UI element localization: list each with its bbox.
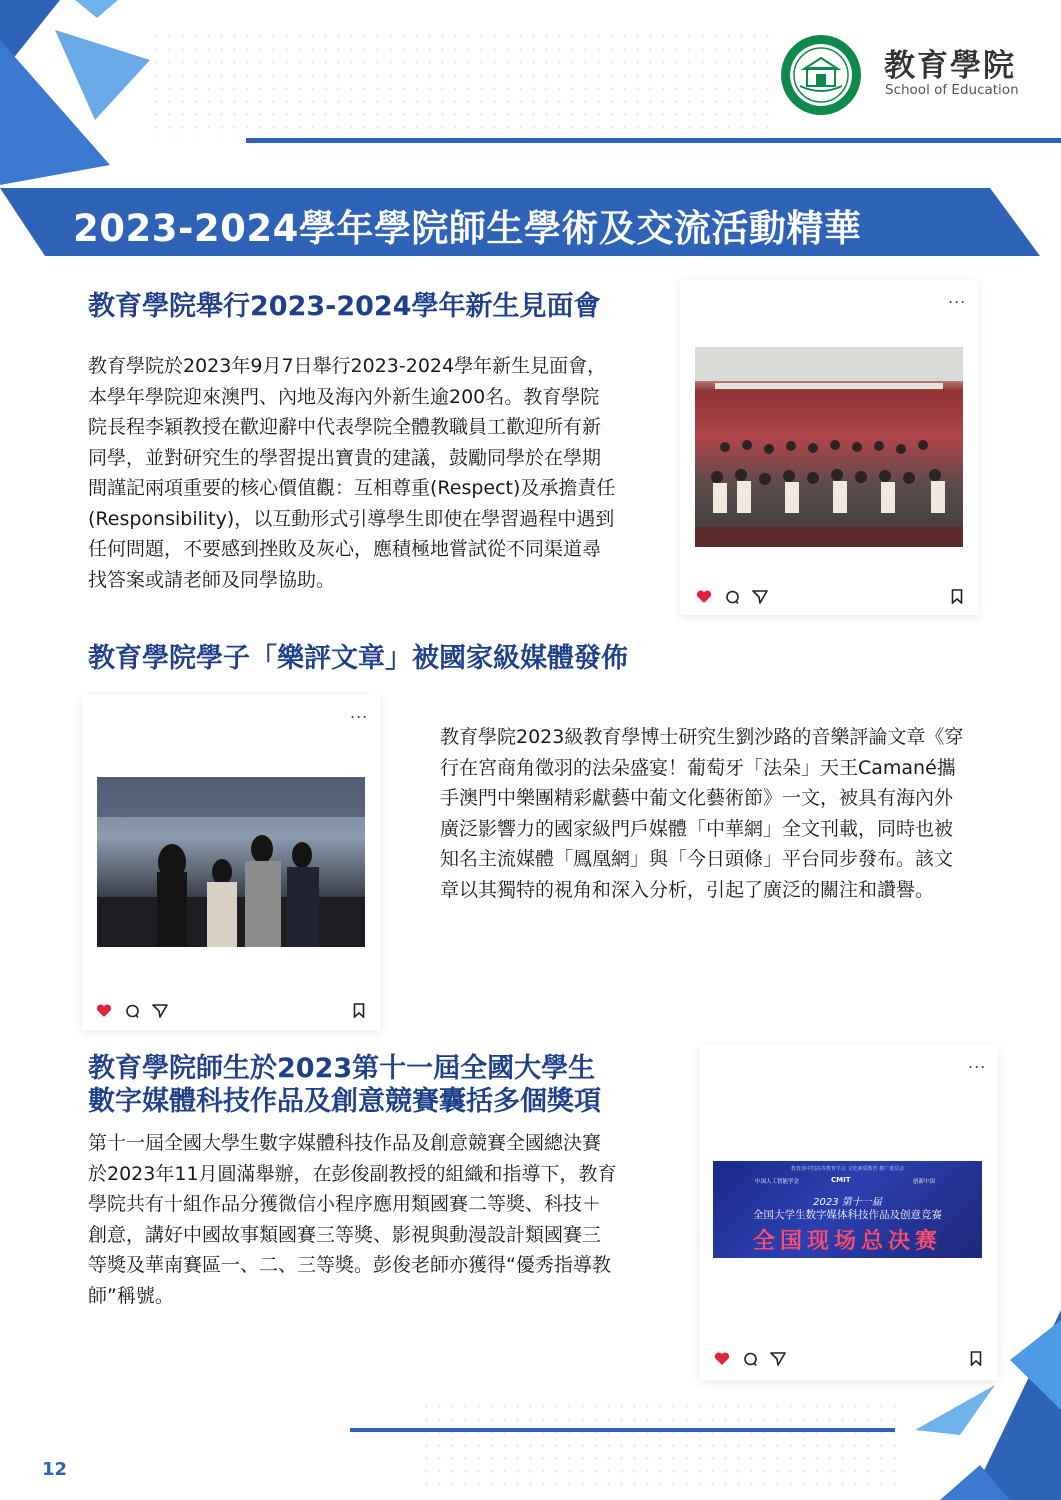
bookmark-icon[interactable] [951, 589, 963, 604]
dot-pattern-top [150, 30, 770, 140]
school-name-en: School of Education [885, 82, 1019, 98]
poster-title-line3: 全国现场总决赛 [752, 1229, 942, 1254]
bookmark-icon[interactable] [353, 1003, 365, 1018]
post-card-3 [700, 1045, 998, 1380]
poster-title-line2: 全国大学生数字媒体科技作品及创意竞赛 [753, 1209, 942, 1221]
poster-title-line1: 2023 第十一届 [813, 1197, 882, 1208]
comment-icon[interactable] [743, 1352, 758, 1367]
dot-pattern-bottom [420, 1400, 900, 1495]
share-icon[interactable] [770, 1351, 786, 1367]
poster-org-1: 中国人工智能学会 [755, 1179, 800, 1185]
section-3-body: 第十一屆全國大學生數字媒體科技作品及創意競賽全國總決賽於2023年11月圓滿舉辦，在彭俊副教授的組織和指導下，教育學院共有十組作品分獲微信小程序應用類國賽二等獎、科技＋創意，講好中國故事類國賽三等獎、影視與動漫設計類國賽三等獎及華南賽區一、二、三等獎。彭俊老師亦獲得“優秀指導教師”稱號。 [88, 1132, 617, 1307]
more-icon[interactable]: ... [350, 703, 369, 722]
section-2-body: 教育學院2023級教育學博士研究生劉沙路的音樂評論文章《穿行在宮商角徵羽的法朵盛宴！葡萄牙「法朵」天王Camané攜手澳門中樂團精彩獻藝中葡文化藝術節》一文，被具有海內外廣泛影響力的國家級門戶媒體「中華網」全文刊載，同時也被知名主流媒體「鳳凰網」與「今日頭條」平台同步發布。該文章以其獨特的視角和深入分析，引起了廣泛的關注和讚譽。 [440, 726, 964, 901]
poster-org-2: CMIT [831, 1176, 851, 1184]
corner-decoration-top-left [0, 0, 160, 200]
heart-icon[interactable] [696, 590, 712, 604]
comment-icon[interactable] [125, 1004, 140, 1019]
header-rule [246, 138, 1061, 143]
section-1-body: 教育學院於2023年9月7日舉行2023-2024學年新生見面會，本學年學院迎來澳門、內地及海內外新生逾200名。教育學院院長程李穎教授在歡迎辭中代表學院全體教職員工歡迎所有新同學，並對研究生的學習提出寶貴的建議，鼓勵同學於在學期間謹記兩項重要的核心價值觀：互相尊重(Respect)及承擔責任(Responsibility)，以互動形式引導學生即使在學習過程中遇到任何問題，不要感到挫敗及灰心，應積極地嘗試從不同渠道尋找答案或請老師及同學協助。 [88, 355, 616, 591]
competition-poster [713, 1161, 982, 1258]
section-3-heading-line2: 數字媒體科技作品及創意競賽囊括多個獎項 [88, 1086, 601, 1117]
freshmen-group-photo [695, 347, 963, 547]
poster-org-3: 创新中国 [913, 1179, 936, 1185]
post-card-2 [82, 695, 380, 1030]
comment-icon[interactable] [725, 590, 740, 605]
share-icon[interactable] [752, 589, 768, 605]
heart-icon[interactable] [714, 1352, 730, 1366]
footer-rule [350, 1428, 895, 1432]
more-icon[interactable]: ... [968, 1053, 987, 1072]
more-icon[interactable]: ... [948, 288, 967, 307]
section-2-heading: 教育學院學子「樂評文章」被國家級媒體發佈 [88, 643, 628, 674]
university-logo [780, 34, 862, 116]
section-1-heading: 教育學院舉行2023-2024學年新生見面會 [88, 291, 601, 322]
school-name-zh: 教育學院 [884, 48, 1016, 84]
poster-top-line: 教育部中国高等教育学会 文化素质教育 推广委员会 [790, 1166, 905, 1172]
bookmark-icon[interactable] [970, 1351, 982, 1366]
post-card-1 [680, 280, 978, 615]
heart-icon[interactable] [96, 1004, 112, 1018]
page-number: 12 [42, 1459, 68, 1480]
banner-title: 2023-2024學年學院師生學術及交流活動精華 [73, 207, 862, 250]
section-3-heading-line1: 教育學院師生於2023第十一屆全國大學生 [88, 1053, 596, 1084]
university-seal-icon [780, 34, 862, 116]
music-review-photo [97, 777, 365, 947]
share-icon[interactable] [152, 1003, 168, 1019]
